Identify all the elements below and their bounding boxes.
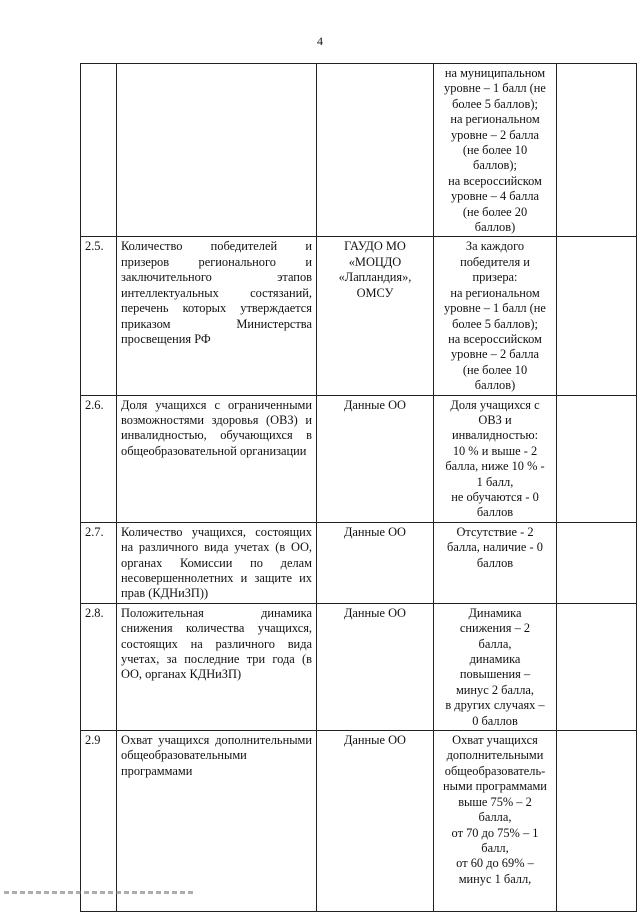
scoring-criteria-line: уровне – 4 балла [450,189,540,204]
scoring-criteria-line: динамика [469,652,521,667]
scoring-criteria-line: инвалидностью: [451,428,539,443]
scoring-criteria-line: на региональном [450,112,540,127]
scoring-criteria-line: За каждого [465,239,525,254]
scoring-criteria-line: балла, ниже 10 % - [445,459,545,474]
scoring-criteria-line: дополнительными [446,748,544,763]
scoring-criteria-line: Динамика [468,605,522,620]
scoring-criteria-line: Доля учащихся с [450,397,540,412]
scoring-criteria-line: минус 2 балла, [455,682,535,697]
indicator-description [117,64,317,237]
data-source [317,603,434,730]
page-number: 4 [317,34,323,48]
empty-score-cell [557,64,637,237]
row-number: 2.7. [81,522,117,603]
data-source [317,395,434,522]
scoring-criteria-line: уровне – 1 балл (не [444,81,546,96]
scoring-criteria-line: призера: [472,270,518,285]
scoring-criteria-line: баллов [476,555,514,570]
data-source [317,237,434,395]
scoring-criteria-line: (не более 10 [462,143,528,158]
data-source-line: ГАУДО МО [344,239,406,254]
scoring-criteria [434,603,557,730]
scoring-criteria-line: на региональном [450,285,540,300]
scoring-criteria-line: на муниципальном [444,66,546,80]
scoring-criteria-line: на всероссийском [448,173,542,188]
data-source-line: Данные ОО [343,733,407,748]
indicator-description: Доля учащихся с ограниченными возможностями здоровья (ОВЗ) и инвалидностью, обучающихся в общеобразовательной организации [117,395,317,522]
data-source-line: «Лапландия», [338,270,412,285]
scoring-criteria-line: баллов) [474,220,516,235]
criteria-table [80,63,637,912]
row-number: 2.5. [81,237,117,395]
empty-score-cell [557,395,637,522]
scoring-criteria-line: балла, наличие - 0 [447,540,543,555]
scoring-criteria-line: победителя и [460,254,530,269]
scoring-criteria-line: уровне – 2 балла [450,347,540,362]
scoring-criteria-line: на всероссийском [448,331,542,346]
table-row [81,731,637,912]
row-number [81,64,117,237]
scoring-criteria-line: уровне – 2 балла [450,127,540,142]
scoring-criteria-line: балла, [478,810,512,825]
scoring-criteria-line: баллов); [473,158,517,173]
scoring-criteria-line: минус 1 балл, [458,871,532,886]
data-source-line: Данные ОО [343,397,407,412]
scoring-criteria-line: в других случаях – [445,698,545,713]
table-row [81,522,637,603]
indicator-description: Количество победителей и призеров регионального и заключительного этапов интеллектуальных состязаний, перечень которых утверждается приказом Министерства просвещения РФ [117,237,317,395]
scoring-criteria [434,64,557,237]
indicator-description: Количество учащихся, состоящих на различного вида учетах (в ОО, органах Комиссии по делам несовершеннолетних и защите их прав (КДНиЗП)) [117,522,317,603]
indicator-description: Охват учащихся дополнительными общеобразовательными программами [117,731,317,912]
row-number: 2.6. [81,395,117,522]
scoring-criteria-line: (не более 20 [462,204,528,219]
data-source-line: Данные ОО [343,605,407,620]
scoring-criteria-line: выше 75% – 2 [458,794,532,809]
table-row [81,64,637,237]
data-source-line: ОМСУ [356,285,394,300]
data-source-line: Данные ОО [343,524,407,539]
criteria-table-body [81,64,637,912]
scoring-criteria-line: от 70 до 75% – 1 [451,825,539,840]
scoring-criteria-line: более 5 баллов); [452,316,538,331]
scoring-criteria-line: не обучаются - 0 [451,489,539,504]
scoring-criteria [434,395,557,522]
scoring-criteria [434,731,557,912]
scoring-criteria-line: 0 баллов [472,713,518,728]
scoring-criteria-line: Охват учащихся [452,733,538,748]
row-number: 2.9 [81,731,117,912]
scoring-criteria-line: более 5 баллов); [452,96,538,111]
scoring-criteria-line: балл, [481,840,509,855]
scoring-criteria-line: от 60 до 69% – [456,856,534,871]
scoring-criteria-line: 1 балл, [476,474,514,489]
scoring-criteria-line: снижения – 2 [459,621,531,636]
scoring-criteria-line: 10 % и выше - 2 [452,443,538,458]
table-row [81,237,637,395]
scoring-criteria-line: повышения – [459,667,531,682]
data-source [317,522,434,603]
scoring-criteria-line: Отсутствие - 2 [456,524,534,539]
table-row [81,603,637,730]
indicator-description: Положительная динамика снижения количества учащихся, состоящих на различного вида учетах, за последние три года (в ОО, органах КДНиЗП) [117,603,317,730]
data-source-line: «МОЦДО [348,254,402,269]
scoring-criteria-line: баллов [476,505,514,520]
empty-score-cell [557,237,637,395]
empty-score-cell [557,603,637,730]
scoring-criteria-line: ными программами [443,779,547,794]
empty-score-cell [557,731,637,912]
table-row [81,395,637,522]
scoring-criteria [434,237,557,395]
scoring-criteria-line: баллов) [474,378,516,393]
empty-score-cell [557,522,637,603]
scan-artifact-line [4,891,194,894]
data-source [317,731,434,912]
scoring-criteria-line: уровне – 1 балл (не [444,301,546,316]
scoring-criteria-line: ОВЗ и [478,412,512,427]
scoring-criteria [434,522,557,603]
row-number: 2.8. [81,603,117,730]
data-source [317,64,434,237]
scoring-criteria-line: (не более 10 [462,362,528,377]
scoring-criteria-line: общеобразователь- [444,763,546,778]
scoring-criteria-line: балла, [478,636,512,651]
